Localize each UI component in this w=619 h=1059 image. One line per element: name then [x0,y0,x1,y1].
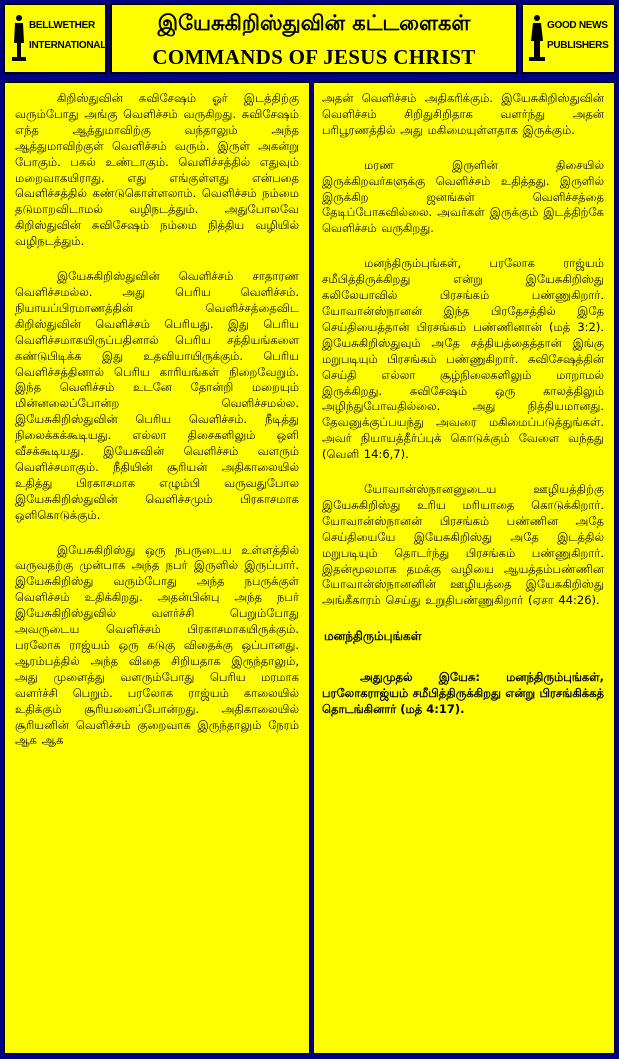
good-news-logo [521,3,616,74]
right-paragraph-2: மரண இருளின் திசையில் இருக்கிறவர்களுக்கு வெளிச்சம் உதித்தது. இருளில் இருக்கிற ஜனங்கள் வெளிச்சத்தை தேடிப்போகவில்லை. அவர்கள் இருக்கும் இடத்திற்கே வெளிச்சம் வருகிறது. [322,157,604,236]
page-title [110,3,518,74]
bellwether-logo-line1: BELLWETHER [29,20,95,31]
bellwether-logo-line2: INTERNATIONAL [29,40,107,51]
section-heading: மனந்திரும்புங்கள் [324,629,422,644]
right-paragraph-1: அதன் வெளிச்சம் அதிகரிக்கும். இயேசுகிறிஸ்துவின் வெளிச்சம் சிறிதுசிறிதாக வளர்ந்து அதன் பரிபூரணத்தில் அது மகிமையுள்ளதாக இருக்கும். [322,91,604,137]
good-news-logo-line1: GOOD NEWS [547,20,608,31]
left-paragraph-2: இயேசுகிறிஸ்துவின் வெளிச்சம் சாதாரண வெளிச்சமல்ல. அது பெரிய வெளிச்சம். நியாயப்பிரமாணத்தின் வெளிச்சத்தைவிட கிறிஸ்துவின் வெளிச்சம் பெரியது. இது பெரிய வெளிச்சமாகயிருப்பதினால் பெரிய சத்தியங்களை கண்டுபிடிக்க இது உதவியாயிருக்கும். பெரிய வெளிச்சத்தினால் பெரிய காரியங்கள் நிறைவேறும். இந்த வெளிச்சம் உடனே தோன்றி மறையும் மின்னலைப்போன்ற வெளிச்சமல்ல. இயேசுகிறிஸ்துவின் பெரிய வெளிச்சம். நீடித்து நிலைக்கக்கூடியது. எல்லா திசைகளிலும் ஒளி வீசக்கூடியது. இயேசுவின் வெளிச்சம் வளரும் வெளிச்சமாகும். நீதியின் சூரியன் அதிகாலையில் உதித்து பிரகாசமாக எழும்பி வருவதுபோல இயேசுகிறிஸ்துவின் வெளிச்சமும் பிரகாசமாக ஒளிகொடுக்கும். [15,269,299,522]
left-column [4,82,310,1054]
title-tamil: இயேசுகிறிஸ்துவின் கட்டளைகள் [157,11,471,35]
title-english: COMMANDS OF JESUS CHRIST [152,45,476,69]
good-news-logo-text [547,16,608,56]
bellwether-figure-icon [11,13,27,63]
left-paragraph-3: இயேசுகிறிஸ்து ஒரு நபருடைய உள்ளத்தில் வருவதற்கு முன்பாக அந்த நபர் இருளில் இருப்பார். இயேசுகிறிஸ்து வரும்போது அந்த நபருக்குள் வெளிச்சம் உதிக்கிறது. அதன்பின்பு அந்த நபர் இயேசுகிறிஸ்துவில் வளர்ச்சி பெறும்போது அவருடைய வெளிச்சம் பிரகாசமாகயிருக்கும். பரலோக ராஜ்யம் ஒரு கடுகு விதைக்கு ஒப்பானது. ஆரம்பத்தில் அந்த விதை சிறியதாக இருந்தாலும், அது முளைத்து வளரும்போது பெரிய மரமாக வளர்ச்சி பெறும். பரலோக ராஜ்யம் காலையில் உதிக்கும் சூரியனைப்போன்றது. அதிகாலையில் சூரியனின் வெளிச்சம் குறைவாக இருந்தாலும் நேரம் ஆக ஆக [15,542,299,748]
left-paragraph-1: கிறிஸ்துவின் சுவிசேஷம் ஓர் இடத்திற்கு வரும்போது அங்கு வெளிச்சம் வருகிறது. சுவிசேஷம் எந்த ஆத்துமாவிற்கு வந்தாலும் அந்த ஆத்துமாவிற்குள் வெளிச்சம் வரும். இருள் அகன்று போகும். பகல் உண்டாகும். வெளிச்சத்தில் எதுவும் மறைவாகயிராது. எது எங்குள்ளது என்பதை வெளிச்சத்தில் கண்டுகொள்ளலாம். வெளிச்சம் நம்மை தடுமாறவிடாமல் வழிநடத்தும். அதுபோலவே கிறிஸ்துவின் சுவிசேஷம் நம்மை நித்திய வழியில் வழிநடத்தும். [15,91,299,249]
right-paragraph-4: யோவான்ஸ்நானனுடைய ஊழியத்திற்கு இயேசுகிறிஸ்து உரிய மரியாதை கொடுக்கிறார். யோவான்ஸ்நானன் பிரசங்கம் பண்ணின அதே செய்தியையே இயேசுகிறிஸ்து அதே இடத்தில் மறுபடியும் தொடர்ந்து பிரசங்கம் பண்ணுகிறார். இதன்மூலமாக தமக்கு வழியை ஆயத்தம்பண்ணின யோவான்ஸ்நானனின் ஊழியத்தை இயேசுகிறிஸ்து அங்கீகாரம் செய்து உறுதிபண்ணுகிறார் (ஏசா 44:26). [322,482,604,608]
good-news-logo-line2: PUBLISHERS [547,40,609,51]
publisher-figure-icon [529,13,545,63]
section-body: அதுமுதல் இயேசு: மனந்திரும்புங்கள், பரலோகராஜ்யம் சமீபித்திருக்கிறது என்று பிரசங்கிக்கத் தொடங்கினார் (மத் 4:17). [322,670,604,717]
bellwether-logo-text [29,16,106,56]
bellwether-logo [3,3,107,74]
right-paragraph-3: மனந்திரும்புங்கள், பரலோக ராஜ்யம் சமீபித்திருக்கிறது என்று இயேசுகிறிஸ்து கலிலேயாவில் பிரசங்கம் பண்ணுகிறார். யோவான்ஸ்நானன் இந்த பிரதேசத்தில் இதே செய்தியைத்தான் பிரசங்கம் பண்ணினான் (மத் 3:2). இயேசுகிறிஸ்துவும் அதே சத்தியத்தைத்தான் இங்கு மறுபடியும் பிரசங்கம் பண்ணுகிறார். சுவிசேஷத்தின் செய்தி எல்லா சூழ்நிலைகளிலும் மாறாமல் இருக்கிறது. சுவிசேஷம் ஒரு காலத்திலும் அழிந்துபோவதில்லை. அது நித்தியமானது. தேவனுக்குப்பயந்து அவரை மகிமைப்படுத்துங்கள். அவர் நியாயத்தீர்ப்புக் கொடுக்கும் வேளை வந்தது (வெளி 14:6,7). [322,256,604,462]
right-column [313,82,615,1054]
